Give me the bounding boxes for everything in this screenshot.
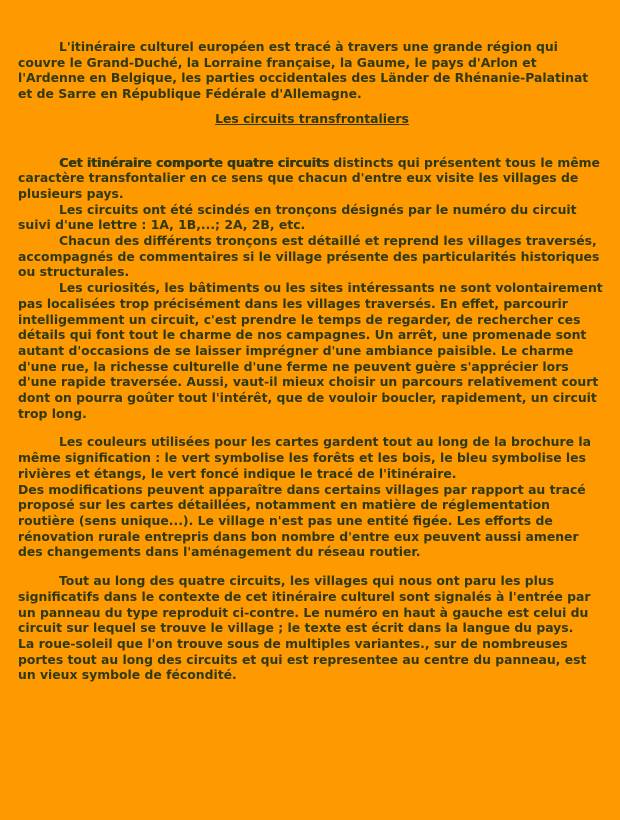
document-body — [18, 39, 606, 683]
signage-paragraph: Tout au long des quatre circuits, les villages qui nous ont paru les plus significatifs dans le contexte de cet itinéraire culturel sont signalés à l'entrée par un panneau du type reproduit ci-contre. Le numéro en haut à gauche est celui du circuit sur lequel se trouve le village ; le texte est écrit dans la langue du pays. — [18, 573, 591, 636]
circuits-paragraph-rest: distincts qui présentent tous le même caractère transfontalier en ce sens que chacun d'entre eux visite les villages de plusieurs pays. — [18, 154, 600, 201]
intro-paragraph: L'itinéraire culturel européen est tracé à travers une grande région qui couvre le Grand-Duché, la Lorraine française, la Gaume, le pays d'Arlon et l'Ardenne en Belgique, les parties occidentales des Länder de Rhénanie-Palatinat et de Sarre en République Fédérale d'Allemagne. — [18, 39, 589, 102]
curiosities-paragraph: Les curiosités, les bâtiments ou les sites intéressants ne sont volontairement pas localisées trop précisément dans les villages traversés. En effet, parcourir intelligemment un circuit, c'est prendre le temps de regarder, de rechercher ces détails qui font tout le charme de nos campagnes. Un arrêt, une promenade sont autant d'occasions de se laisser imprégner d'une ambiance paisible. Le charme d'une rue, la richesse culturelle d'une ferme ne peuvent guère s'apprécier lors d'une rapide traversée. Aussi, vaut-il mieux choisir un parcours relativement court dont on pourra goûter tout l'intérêt, que de vouloir boucler, rapidement, un circuit trop long. — [18, 280, 603, 421]
modifications-paragraph: Des modifications peuvent apparaître dans certains villages par rapport au tracé proposé sur les cartes détaillées, notamment en matière de réglementation routière (sens unique...). Le village n'est pas une entité figée. Les efforts de rénovation rurale entrepris dans bon nombre d'entre eux peuvent aussi amener des changements dans l'aménagement du réseau routier. — [18, 481, 586, 560]
circuits-paragraph — [18, 155, 606, 202]
section-heading: Les circuits transfrontaliers — [215, 110, 409, 126]
circuits-emphasis: Cet itinéraire comporte quatre circuits — [59, 154, 330, 170]
details-paragraph: Chacun des différents tronçons est détaillé et reprend les villages traversés, accompagnés de commentaires si le village présente des particularités historiques ou structurales. — [18, 233, 600, 280]
sections-paragraph: Les circuits ont été scindés en tronçons désignés par le numéro du circuit suivi d'une lettre : 1A, 1B,...; 2A, 2B, etc. — [18, 201, 577, 233]
colors-paragraph: Les couleurs utilisées pour les cartes gardent tout au long de la brochure la même signification : le vert symbolise les forêts et les bois, le bleu symbolise les rivières et étangs, le vert foncé indique le tracé de l'itinéraire. — [18, 434, 591, 481]
sun-wheel-paragraph: La roue-soleil que l'on trouve sous de multiples variantes., sur de nombreuses portes tout au long des circuits et qui est representee au centre du panneau, est un vieux symbole de fécondité. — [18, 635, 587, 683]
